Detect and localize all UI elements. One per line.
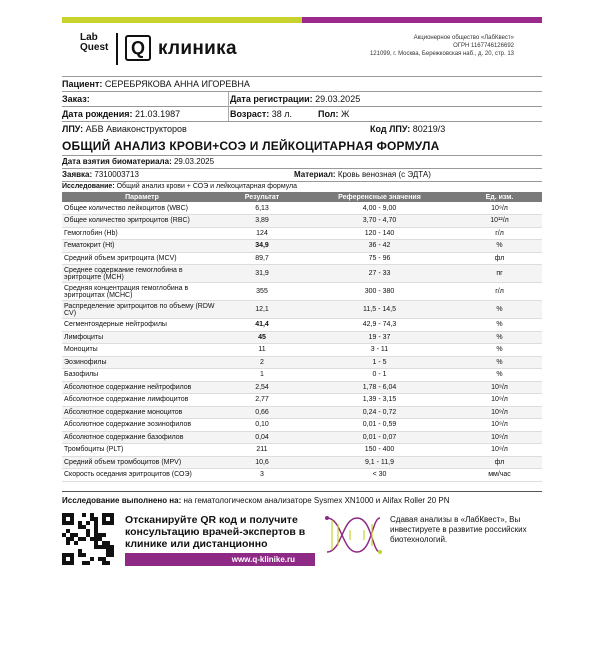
sample-date-row bbox=[62, 156, 542, 168]
param-cell: Базофилы bbox=[62, 369, 222, 382]
analyzer-label: Исследование выполнено на: bbox=[62, 496, 182, 505]
result-cell: 34,9 bbox=[222, 240, 302, 253]
result-cell: 211 bbox=[222, 444, 302, 457]
birth-date: 21.03.1987 bbox=[135, 109, 181, 119]
result-cell: 31,9 bbox=[222, 265, 302, 283]
reference-cell: 0,01 - 0,59 bbox=[302, 419, 457, 432]
param-cell: Сегментоядерные нейтрофилы bbox=[62, 319, 222, 332]
labquest-logo bbox=[80, 33, 118, 65]
result-cell: 3 bbox=[222, 469, 302, 482]
param-cell: Абсолютное содержание базофилов bbox=[62, 431, 222, 444]
reference-cell: 0,24 - 0,72 bbox=[302, 406, 457, 419]
qr-cell bbox=[110, 553, 114, 557]
result-cell: 2 bbox=[222, 356, 302, 369]
table-row bbox=[62, 215, 542, 228]
result-cell: 0,10 bbox=[222, 419, 302, 432]
order-row bbox=[62, 92, 542, 106]
patient-name: СЕРЕБРЯКОВА АННА ИГОРЕВНА bbox=[104, 79, 250, 89]
table-row bbox=[62, 394, 542, 407]
sex-value: Ж bbox=[340, 109, 350, 119]
patient-row bbox=[62, 77, 542, 91]
unit-cell: мм/час bbox=[457, 469, 542, 482]
biotech-text: Сдавая анализы в «ЛабКвест», Вы инвестируете в развитие российских биотехнологий. bbox=[390, 515, 527, 544]
unit-cell: % bbox=[457, 240, 542, 253]
result-cell: 10,6 bbox=[222, 456, 302, 469]
qr-cell bbox=[74, 541, 78, 545]
result-cell: 3,89 bbox=[222, 215, 302, 228]
result-cell: 1 bbox=[222, 369, 302, 382]
result-cell: 41,4 bbox=[222, 319, 302, 332]
analyzer-line bbox=[62, 496, 450, 505]
result-cell: 355 bbox=[222, 283, 302, 301]
results-body bbox=[62, 202, 542, 481]
unit-cell: 10⁹/л bbox=[457, 202, 542, 215]
unit-cell: 10⁹/л bbox=[457, 406, 542, 419]
reference-cell: < 30 bbox=[302, 469, 457, 482]
table-row bbox=[62, 240, 542, 253]
col-result: Результат bbox=[222, 192, 302, 202]
param-cell: Распределение эритроцитов по объему (RDW CV) bbox=[62, 301, 222, 319]
result-cell: 45 bbox=[222, 331, 302, 344]
q-klinika-logo-icon: Q bbox=[125, 35, 151, 61]
param-cell: Абсолютное содержание лимфоцитов bbox=[62, 394, 222, 407]
unit-cell: г/л bbox=[457, 227, 542, 240]
unit-cell: фл bbox=[457, 252, 542, 265]
param-cell: Тромбоциты (PLT) bbox=[62, 444, 222, 457]
qr-code[interactable] bbox=[62, 513, 114, 565]
col-unit: Ед. изм. bbox=[457, 192, 542, 202]
param-cell: Средняя концентрация гемоглобина в эритроцитах (MCHC) bbox=[62, 283, 222, 301]
unit-cell: г/л bbox=[457, 283, 542, 301]
table-row bbox=[62, 469, 542, 482]
result-cell: 124 bbox=[222, 227, 302, 240]
param-cell: Общее количество эритроцитов (RBC) bbox=[62, 215, 222, 228]
request-value: 7310003713 bbox=[94, 170, 139, 179]
reference-cell: 0 - 1 bbox=[302, 369, 457, 382]
result-cell: 12,1 bbox=[222, 301, 302, 319]
unit-cell: 10¹²/л bbox=[457, 215, 542, 228]
reference-cell: 19 - 37 bbox=[302, 331, 457, 344]
table-row bbox=[62, 419, 542, 432]
analyzer-value: на гематологическом анализаторе Sysmex XN1000 и Alifax Roller 20 PN bbox=[183, 496, 450, 505]
request-label: Заявка: bbox=[62, 170, 93, 179]
qr-cell bbox=[66, 541, 70, 545]
unit-cell: % bbox=[457, 344, 542, 357]
table-row bbox=[62, 381, 542, 394]
table-row bbox=[62, 319, 542, 332]
table-row bbox=[62, 202, 542, 215]
results-table bbox=[62, 192, 542, 482]
param-cell: Абсолютное содержание эозинофилов bbox=[62, 419, 222, 432]
result-cell: 89,7 bbox=[222, 252, 302, 265]
request-row bbox=[62, 169, 542, 181]
qr-cell bbox=[70, 521, 74, 525]
table-row bbox=[62, 356, 542, 369]
param-cell: Моноциты bbox=[62, 344, 222, 357]
param-cell: Средний объем эритроцита (MCV) bbox=[62, 252, 222, 265]
qr-cell bbox=[106, 561, 110, 565]
lpu-label: ЛПУ: bbox=[62, 124, 84, 134]
table-row bbox=[62, 406, 542, 419]
param-cell: Лимфоциты bbox=[62, 331, 222, 344]
param-cell: Общее количество лейкоцитов (WBC) bbox=[62, 202, 222, 215]
param-cell: Средний объем тромбоцитов (MPV) bbox=[62, 456, 222, 469]
reg-date-label: Дата регистрации: bbox=[230, 94, 313, 104]
table-header-row bbox=[62, 192, 542, 202]
result-cell: 0,04 bbox=[222, 431, 302, 444]
dna-icon bbox=[322, 510, 382, 560]
reference-cell: 1,78 - 6,04 bbox=[302, 381, 457, 394]
lpu-code: 80219/3 bbox=[412, 124, 446, 134]
divider bbox=[228, 92, 229, 121]
qr-cell bbox=[110, 521, 114, 525]
qr-cell bbox=[102, 533, 106, 537]
table-row bbox=[62, 283, 542, 301]
unit-cell: % bbox=[457, 319, 542, 332]
lpu-row bbox=[62, 122, 542, 136]
reference-cell: 11,5 - 14,5 bbox=[302, 301, 457, 319]
result-cell: 6,13 bbox=[222, 202, 302, 215]
company-name: Акционерное общество «ЛабКвест» bbox=[413, 35, 514, 41]
company-address: 121099, г. Москва, Бережковская наб., д. 20, стр. 13 bbox=[369, 51, 514, 57]
material-label: Материал: bbox=[294, 170, 336, 179]
reference-cell: 9,1 - 11,9 bbox=[302, 456, 457, 469]
table-row bbox=[62, 252, 542, 265]
reference-cell: 0,01 - 0,07 bbox=[302, 431, 457, 444]
unit-cell: % bbox=[457, 356, 542, 369]
unit-cell: 10⁹/л bbox=[457, 419, 542, 432]
param-cell: Среднее содержание гемоглобина в эритроците (MCH) bbox=[62, 265, 222, 283]
reference-cell: 120 - 140 bbox=[302, 227, 457, 240]
reference-cell: 300 - 380 bbox=[302, 283, 457, 301]
unit-cell: 10⁹/л bbox=[457, 431, 542, 444]
logo-quest-word: Quest bbox=[80, 42, 109, 53]
reference-cell: 3,70 - 4,70 bbox=[302, 215, 457, 228]
website-link[interactable]: www.q-klinike.ru bbox=[125, 553, 315, 566]
table-row bbox=[62, 456, 542, 469]
qr-promo-text: Отсканируйте QR код и получите консультацию врачей-экспертов в клинике или дистанционно bbox=[125, 514, 306, 550]
reference-cell: 3 - 11 bbox=[302, 344, 457, 357]
reference-cell: 4,00 - 9,00 bbox=[302, 202, 457, 215]
unit-cell: пг bbox=[457, 265, 542, 283]
unit-cell: 10⁹/л bbox=[457, 444, 542, 457]
unit-cell: % bbox=[457, 369, 542, 382]
birth-row bbox=[62, 107, 542, 121]
sex-label: Пол: bbox=[318, 109, 339, 119]
lpu-value: АБВ Авиаконструкторов bbox=[85, 124, 187, 134]
reference-cell: 1,39 - 3,15 bbox=[302, 394, 457, 407]
sample-date: 29.03.2025 bbox=[173, 157, 215, 166]
patient-label: Пациент: bbox=[62, 79, 103, 89]
param-cell: Гематокрит (Ht) bbox=[62, 240, 222, 253]
logo-divider bbox=[116, 33, 118, 65]
logo-lab-word: Lab bbox=[80, 32, 98, 43]
table-row bbox=[62, 331, 542, 344]
reference-cell: 1 - 5 bbox=[302, 356, 457, 369]
study-value: Общий анализ крови + СОЭ и лейкоцитарная формула bbox=[116, 183, 298, 190]
table-row bbox=[62, 265, 542, 283]
reference-cell: 27 - 33 bbox=[302, 265, 457, 283]
table-row bbox=[62, 431, 542, 444]
result-cell: 2,54 bbox=[222, 381, 302, 394]
param-cell: Абсолютное содержание моноцитов bbox=[62, 406, 222, 419]
klinika-logo-text: клиника bbox=[158, 38, 237, 59]
order-label: Заказ: bbox=[62, 94, 90, 104]
study-label: Исследование: bbox=[62, 183, 115, 190]
age-value: 38 л. bbox=[271, 109, 293, 119]
param-cell: Скорость оседания эритроцитов (СОЭ) bbox=[62, 469, 222, 482]
qr-cell bbox=[70, 561, 74, 565]
unit-cell: 10⁹/л bbox=[457, 381, 542, 394]
param-cell: Эозинофилы bbox=[62, 356, 222, 369]
age-label: Возраст: bbox=[230, 109, 270, 119]
table-row bbox=[62, 344, 542, 357]
top-color-bar bbox=[62, 17, 542, 23]
unit-cell: фл bbox=[457, 456, 542, 469]
table-row bbox=[62, 227, 542, 240]
table-row bbox=[62, 301, 542, 319]
unit-cell: % bbox=[457, 301, 542, 319]
unit-cell: % bbox=[457, 331, 542, 344]
company-ogrn: ОГРН 1167746126692 bbox=[453, 43, 514, 49]
lpu-code-label: Код ЛПУ: bbox=[370, 124, 411, 134]
qr-cell bbox=[82, 553, 86, 557]
col-reference: Референсные значения bbox=[302, 192, 457, 202]
result-cell: 2,77 bbox=[222, 394, 302, 407]
param-cell: Абсолютное содержание нейтрофилов bbox=[62, 381, 222, 394]
reference-cell: 36 - 42 bbox=[302, 240, 457, 253]
table-row bbox=[62, 369, 542, 382]
qr-cell bbox=[90, 557, 94, 561]
qr-cell bbox=[86, 521, 90, 525]
company-info bbox=[370, 34, 514, 58]
qr-cell bbox=[86, 561, 90, 565]
unit-cell: 10⁹/л bbox=[457, 394, 542, 407]
sample-date-label: Дата взятия биоматериала: bbox=[62, 157, 172, 166]
footer-divider bbox=[62, 491, 542, 492]
report-title: ОБЩИЙ АНАЛИЗ КРОВИ+СОЭ И ЛЕЙКОЦИТАРНАЯ ФОРМУЛА bbox=[62, 139, 440, 153]
birth-label: Дата рождения: bbox=[62, 109, 133, 119]
material-value: Кровь венозная (с ЭДТА) bbox=[337, 170, 431, 179]
qr-cell bbox=[82, 513, 86, 517]
reference-cell: 150 - 400 bbox=[302, 444, 457, 457]
result-cell: 0,66 bbox=[222, 406, 302, 419]
reference-cell: 75 - 96 bbox=[302, 252, 457, 265]
table-row bbox=[62, 444, 542, 457]
param-cell: Гемоглобин (Hb) bbox=[62, 227, 222, 240]
col-param: Параметр bbox=[62, 192, 222, 202]
reg-date: 29.03.2025 bbox=[315, 94, 361, 104]
qr-cell bbox=[82, 537, 86, 541]
reference-cell: 42,9 - 74,3 bbox=[302, 319, 457, 332]
result-cell: 11 bbox=[222, 344, 302, 357]
